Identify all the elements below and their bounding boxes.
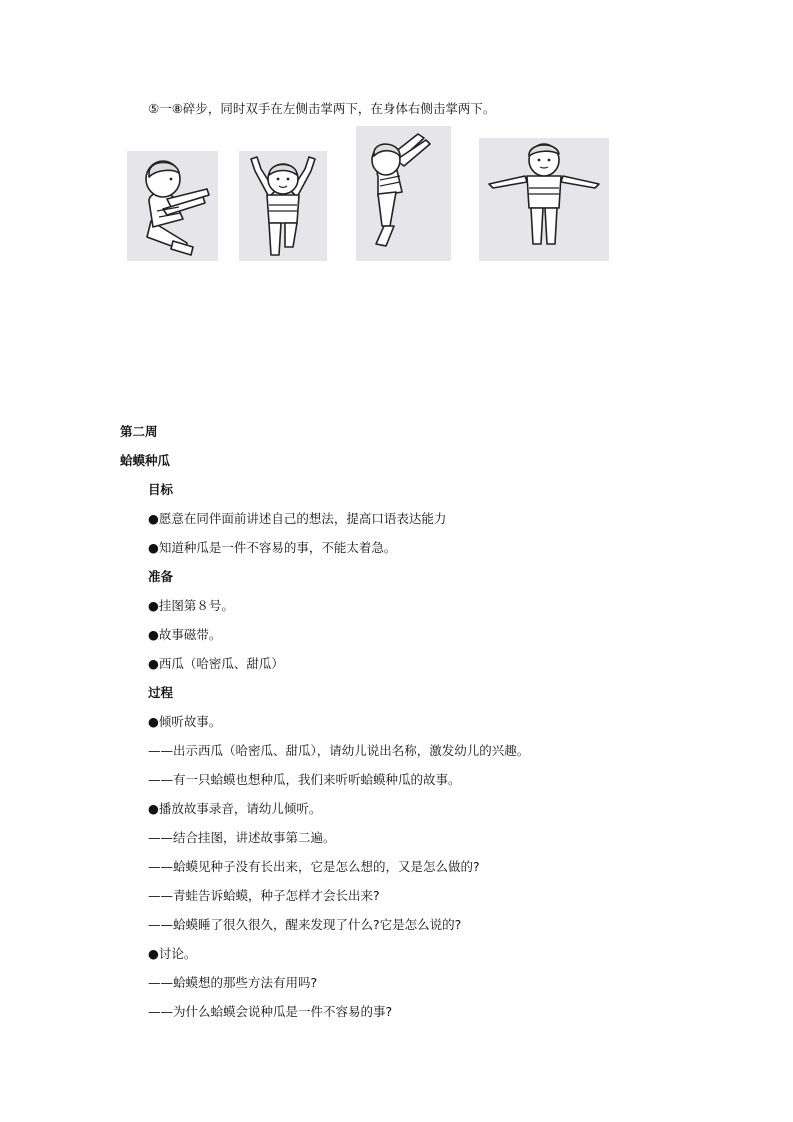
child-arms-raised-illustration: [239, 151, 327, 261]
prep-heading: 准备: [148, 569, 174, 584]
week-heading: 第二周: [120, 424, 158, 439]
prep-item: ●挂图第８号。: [148, 598, 234, 613]
process-item: ——结合挂图，讲述故事第二遍。: [148, 830, 336, 845]
process-item: ●倾听故事。: [148, 714, 222, 729]
child-arms-outstretched-illustration: [479, 138, 609, 261]
process-item: ——为什么蛤蟆会说种瓜是一件不容易的事?: [148, 1004, 393, 1019]
process-item: ——有一只蛤蟆也想种瓜，我们来听听蛤蟆种瓜的故事。: [148, 772, 461, 787]
process-item: ——蛤蟆睡了很久很久，醒来发现了什么?它是怎么说的?: [148, 917, 462, 932]
child-clapping-left-illustration: [127, 151, 218, 261]
prep-item: ●故事磁带。: [148, 627, 222, 642]
process-item: ●讨论。: [148, 946, 197, 961]
goal-item: ●愿意在同伴面前讲述自己的想法，提高口语表达能力: [148, 511, 447, 526]
process-heading: 过程: [148, 685, 174, 700]
process-item: ——青蛙告诉蛤蟆，种子怎样才会长出来?: [148, 888, 380, 903]
process-item: ——蛤蟆见种子没有长出来，它是怎么想的，又是怎么做的?: [148, 859, 480, 874]
figure-caption: ⑤一⑧碎步，同时双手在左侧击掌两下，在身体右侧击掌两下。: [148, 101, 496, 116]
process-item: ——出示西瓜（哈密瓜、甜瓜），请幼儿说出名称，激发幼儿的兴趣。: [148, 743, 530, 758]
goal-item: ●知道种瓜是一件不容易的事，不能太着急。: [148, 540, 397, 555]
goal-heading: 目标: [148, 482, 174, 497]
process-item: ——蛤蟆想的那些方法有用吗?: [148, 975, 318, 990]
process-item: ●播放故事录音，请幼儿倾听。: [148, 801, 322, 816]
lesson-title: 蛤蟆种瓜: [120, 453, 171, 468]
child-jumping-side-illustration: [356, 126, 451, 261]
prep-item: ●西瓜（哈密瓜、甜瓜）: [148, 656, 284, 671]
